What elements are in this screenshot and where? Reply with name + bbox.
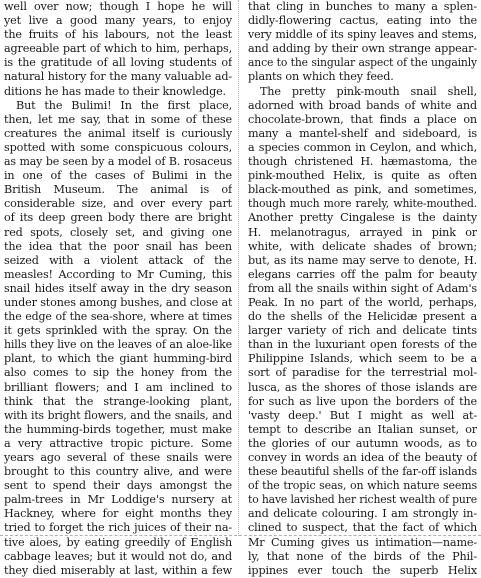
text-line: elegans carries off the palm for beauty: [248, 267, 477, 281]
text-line: Mr Cuming gives us intimation—name-: [248, 535, 477, 549]
text-line: brought to this country alive, and were: [4, 465, 232, 479]
text-line: but, as its name may serve to denote, H.: [248, 253, 477, 267]
text-line: under stones among bushes, and close at: [4, 295, 232, 309]
text-line: many a mantel-shelf and sideboard, is: [248, 126, 477, 140]
text-line: ly, that none of the birds of the Phil-: [248, 549, 477, 563]
text-line: very middle of its spiny leaves and stems,: [248, 28, 477, 42]
text-line: sent to spend their days amongst the: [4, 479, 232, 493]
text-line: red spots, closely set, and giving one: [4, 225, 232, 239]
left-text-column: [4, 0, 232, 578]
text-line: years ago several of these snails were: [4, 451, 232, 464]
text-line: creatures the animal itself is curiously: [4, 126, 232, 140]
text-line: ippines ever touch the superb Helix: [248, 563, 477, 577]
text-line: it gets sprinkled with the spray. On the: [4, 324, 232, 338]
text-line: to have lavished her richest wealth of pure: [248, 493, 477, 507]
text-line: the edge of the sea-shore, where at times: [4, 310, 232, 324]
text-line: white, with delicate shades of brown;: [248, 239, 477, 253]
text-line: Peak. In no part of the world, perhaps,: [248, 295, 477, 309]
column-divider: [238, 0, 239, 536]
text-line: though christened H. hæmastoma, the: [248, 155, 477, 169]
text-line: tive aloes, by eating greedily of English: [4, 535, 232, 549]
text-line: tempt to describe an Italian sunset, or: [248, 422, 477, 436]
text-line: as may be seen by a model of B. rosaceus: [4, 155, 232, 169]
text-line: snail hides itself away in the dry season: [4, 281, 232, 295]
text-line: than in the luxuriant open forests of the: [248, 338, 477, 352]
text-line: for such as live upon the borders of the: [248, 394, 477, 408]
text-line: well over now; though I hope he will: [4, 0, 232, 13]
text-line: tried to forget the rich juices of their na-: [4, 521, 232, 535]
text-line: natural history for the many valuable ad-: [4, 70, 232, 84]
text-line: ance to the singular aspect of the ungainly: [248, 56, 477, 70]
text-line: also comes to sip the honey from the: [4, 366, 232, 380]
text-line: H. melanotragus, arrayed in pink or: [248, 225, 477, 239]
text-line: plant, to which the giant humming-bird: [4, 352, 232, 366]
text-line: then, let me say, that in some of these: [4, 112, 232, 126]
right-text-column: [248, 0, 477, 578]
text-line: lusca, as the shores of those islands are: [248, 380, 477, 394]
text-line: considerable size, and over every part: [4, 197, 232, 211]
text-line: British Museum. The animal is of: [4, 183, 232, 197]
text-line: chocolate-brown, that finds a place on: [248, 112, 477, 126]
text-line: do the shells of the Helicidæ present a: [248, 310, 477, 324]
text-line: measles! According to Mr Cuming, this: [4, 267, 232, 281]
text-line: these beautiful shells of the far-off islands: [248, 465, 477, 479]
text-line: didly-flowering cactus, eating into the: [248, 14, 477, 28]
text-line: larger variety of rich and delicate tints: [248, 324, 477, 338]
text-line: brilliant flowers; and I am inclined to: [4, 380, 232, 394]
text-line: the idea that the poor snail has been: [4, 239, 232, 253]
text-line: pink-mouthed Helix, is quite as often: [248, 169, 477, 183]
text-line: sort of paradise for the terrestrial mol-: [248, 366, 477, 380]
text-line: a species common in Ceylon, and which,: [248, 140, 477, 154]
text-line: spotted with some conspicuous colours,: [4, 140, 232, 154]
text-line: Hackney, where for eight months they: [4, 507, 232, 521]
text-line: though much more rarely, white-mouthed.: [248, 197, 477, 211]
text-line: of the tropic seas, on which nature seems: [248, 479, 477, 493]
bottom-rule: [0, 535, 481, 536]
text-line: a very attractive tropic picture. Some: [4, 436, 232, 450]
paragraph-start-line: The pretty pink-mouth snail shell,: [260, 84, 477, 98]
text-line: cabbage leaves; but it would not do, and: [4, 549, 232, 563]
text-line: that cling in bunches to many a splen-: [248, 0, 477, 13]
text-line: Another pretty Cingalese is the dainty: [248, 211, 477, 225]
text-line: is the gratitude of all loving students of: [4, 56, 232, 70]
paragraph-start-line: But the Bulimi! In the first place,: [16, 98, 232, 112]
text-line: convey in words an idea of the beauty of: [248, 451, 477, 464]
text-line: plants on which they feed.: [248, 70, 394, 84]
text-line: the glories of our autumn woods, as to: [248, 436, 477, 450]
text-line: black-mouthed as pink, and sometimes,: [248, 183, 477, 197]
text-line: hills they live on the leaves of an aloe-like: [4, 338, 232, 352]
text-line: seized with a violent attack of the: [4, 253, 232, 267]
text-line: they died miserably at last, within a few: [4, 563, 232, 577]
text-line: from all the snails within sight of Adam's: [248, 281, 477, 295]
text-line: adorned with broad bands of white and: [248, 98, 477, 112]
text-line: ditions he has made to their knowledge.: [4, 84, 226, 98]
text-line: in one of the cases of Bulimi in the: [4, 169, 232, 183]
text-line: the humming-birds together, must make: [4, 422, 232, 436]
text-line: and adding by their own strange appear-: [248, 42, 477, 56]
text-line: and delicate colouring. I am strongly in-: [248, 507, 477, 521]
text-line: Philippine Islands, which seem to be a: [248, 352, 477, 366]
text-line: agreeable part of which to him, perhaps,: [4, 42, 232, 56]
text-line: of its deep green body there are bright: [4, 211, 232, 225]
text-line: yet live a good many years, to enjoy: [4, 14, 232, 28]
text-line: palm-trees in Mr Loddige's nursery at: [4, 493, 232, 507]
text-line: with its bright flowers, and the snails, and: [4, 408, 232, 422]
text-line: clined to suspect, that the fact of which: [248, 521, 477, 535]
text-line: 'vasty deep.' But I might as well at-: [248, 408, 477, 422]
text-line: the fruits of his labours, not the least: [4, 28, 232, 42]
text-line: think that the strange-looking plant,: [4, 394, 232, 408]
